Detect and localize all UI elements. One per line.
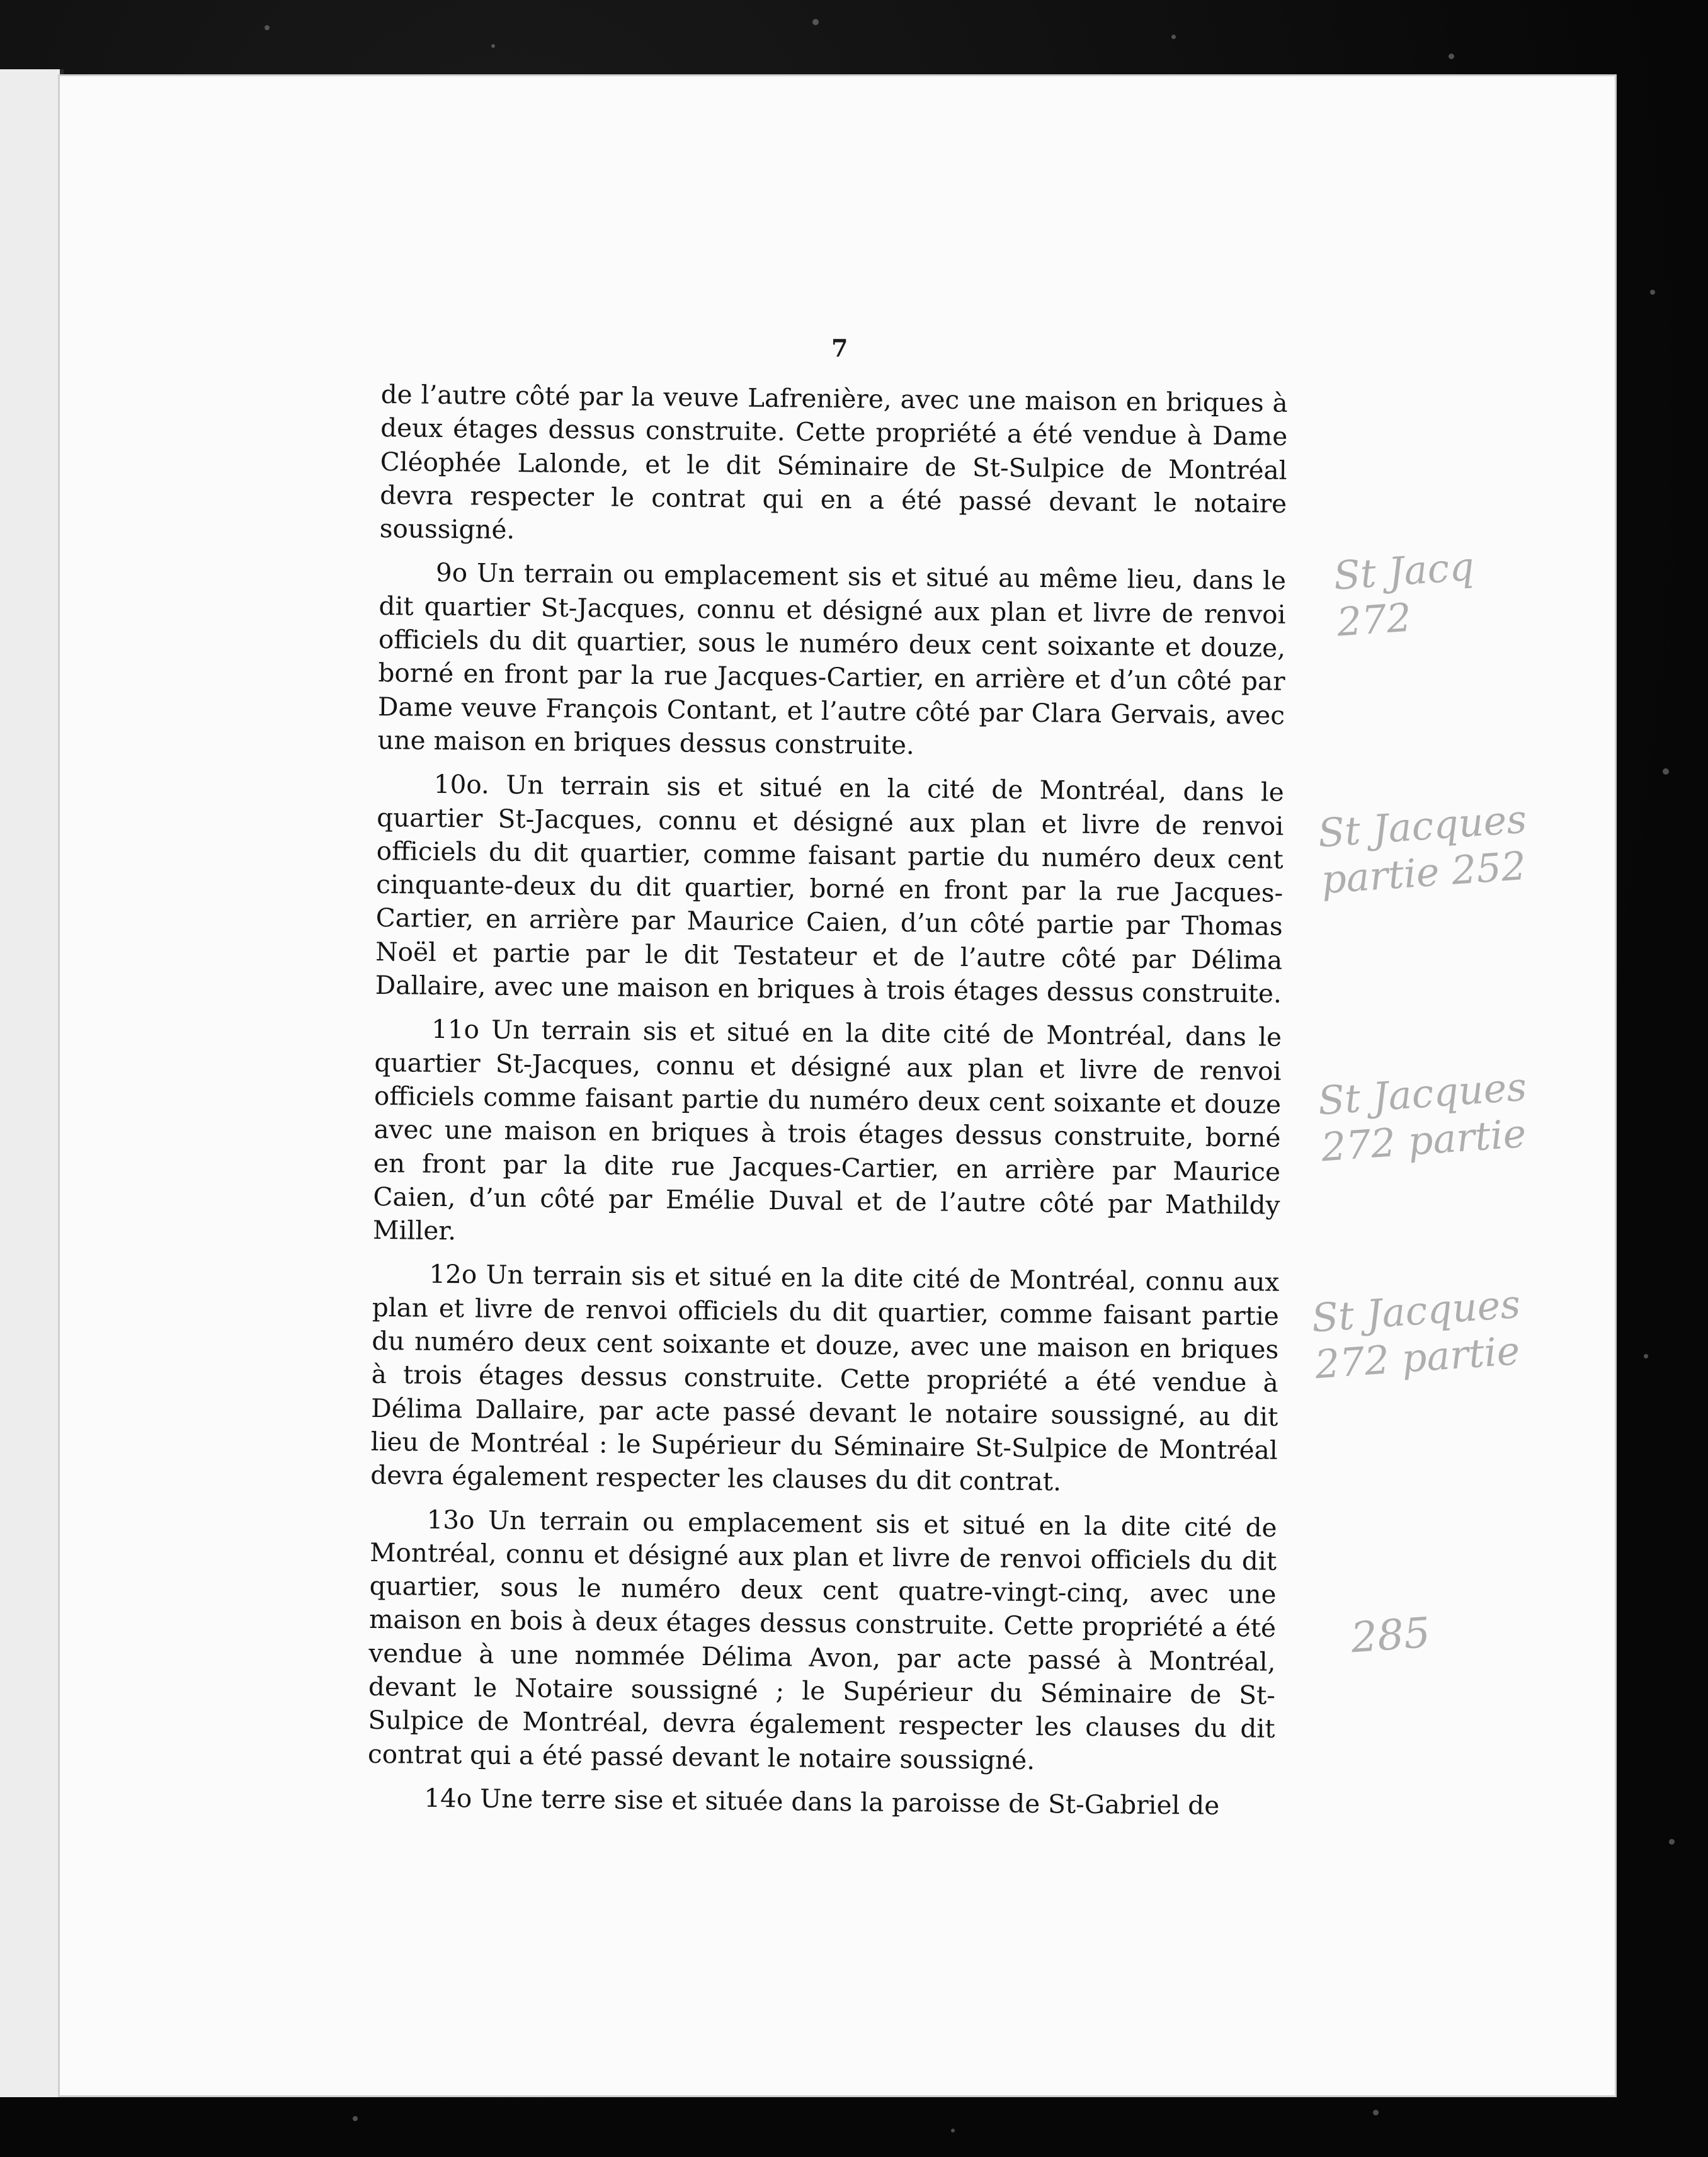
paragraph: 10o. Un terrain sis et situé en la cité de Montréal, dans le quartier St-Jacques, connu et désigné aux plan et livre de renvoi officiels du dit quartier, comme faisant partie du numéro deux cent cinquante-deux du dit quartier, borné en front par la rue Jacques-Cartier, en arrière par Maurice Caien, d’un côté partie par Thomas Noël et partie par le dit Testateur et de l’autre côté par Délima Dallaire, avec une maison en briques à trois étages dessus construite. — [375, 769, 1284, 1009]
paragraph: 12o Un terrain sis et situé en la dite cité de Montréal, connu aux plan et livre de renvoi officiels du dit quartier, comme faisant partie du numéro deux cent soixante et douze, avec une maison en briques à trois étages dessus construite. Cette propriété a été vendue à Délima Dallaire, par acte passé devant le notaire soussigné, au dit lieu de Montréal : le Supérieur du Séminaire St-Sulpice de Montréal devra également respecter les clauses du dit contrat. — [370, 1259, 1280, 1497]
margin-note: St Jacques partie 252 — [1316, 795, 1529, 903]
speck — [265, 25, 270, 30]
speck — [812, 19, 819, 25]
speck — [353, 2116, 358, 2121]
margin-note: St Jacques 272 partie — [1316, 1063, 1529, 1171]
speck — [1663, 768, 1669, 775]
margin-note: St Jacques 272 partie — [1310, 1280, 1522, 1388]
speck — [1171, 35, 1176, 39]
speck — [951, 2129, 955, 2132]
speck — [1449, 54, 1454, 59]
paragraph: 14o Une terre sise et située dans la paroisse de St-Gabriel de — [424, 1782, 1220, 1821]
speck — [1650, 290, 1655, 295]
speck — [1373, 2110, 1379, 2115]
margin-note: St Jacq 272 — [1332, 543, 1476, 646]
margin-note: 285 — [1349, 1608, 1432, 1663]
paragraph: de l’autre côté par la veuve Lafrenière, avec une maison en briques à deux étages dessus construite. Cette propriété a été vendue à Dame Cléophée Lalonde, et le dit Séminaire de St-Sulpice de Montréal devra respecter le contrat qui en a été passé devant le notaire soussigné. — [379, 378, 1288, 545]
paragraph: 13o Un terrain ou emplacement sis et situé en la dite cité de Montréal, connu et désigné aux plan et livre de renvoi officiels du dit quartier, sous le numéro deux cent quatre-vingt-cinq, avec une maison en bois à deux étages dessus construite. Cette propriété a été vendue à une nommée Délima Avon, par acte passé à Montréal, devant le Notaire soussigné ; le Supérieur du Séminaire de St-Sulpice de Montréal, devra également respecter les clauses du dit contrat qui a été passé devant le notaire soussigné. — [367, 1504, 1277, 1775]
speck — [491, 44, 495, 48]
paragraph: 9o Un terrain ou emplacement sis et situé au même lieu, dans le dit quartier St-Jacques, connu et désigné aux plan et livre de renvoi officiels du dit quartier, sous le numéro deux cent soixante et douze, borné en front par la rue Jacques-Cartier, en arrière et d’un côté par Dame veuve François Contant, et l’autre côté par Clara Gervais, avec une maison en briques dessus construite. — [377, 557, 1287, 761]
paragraph: 11o Un terrain sis et situé en la dite cité de Montréal, dans le quartier St-Jacques, connu et désigné aux plan et livre de renvoi officiels comme faisant partie du numéro deux cent soixante et douze avec une maison en briques à trois étages dessus construite, borné en front par la dite rue Jacques-Cartier, en arrière par Maurice Caien, d’un côté par Emélie Duval et de l’autre côté par Mathildy Miller. — [372, 1014, 1282, 1246]
speck — [1644, 1354, 1648, 1358]
adjacent-page-edge — [0, 69, 64, 2097]
page-body — [367, 378, 1288, 1833]
page-number: 7 — [831, 334, 848, 362]
speck — [1669, 1839, 1675, 1845]
